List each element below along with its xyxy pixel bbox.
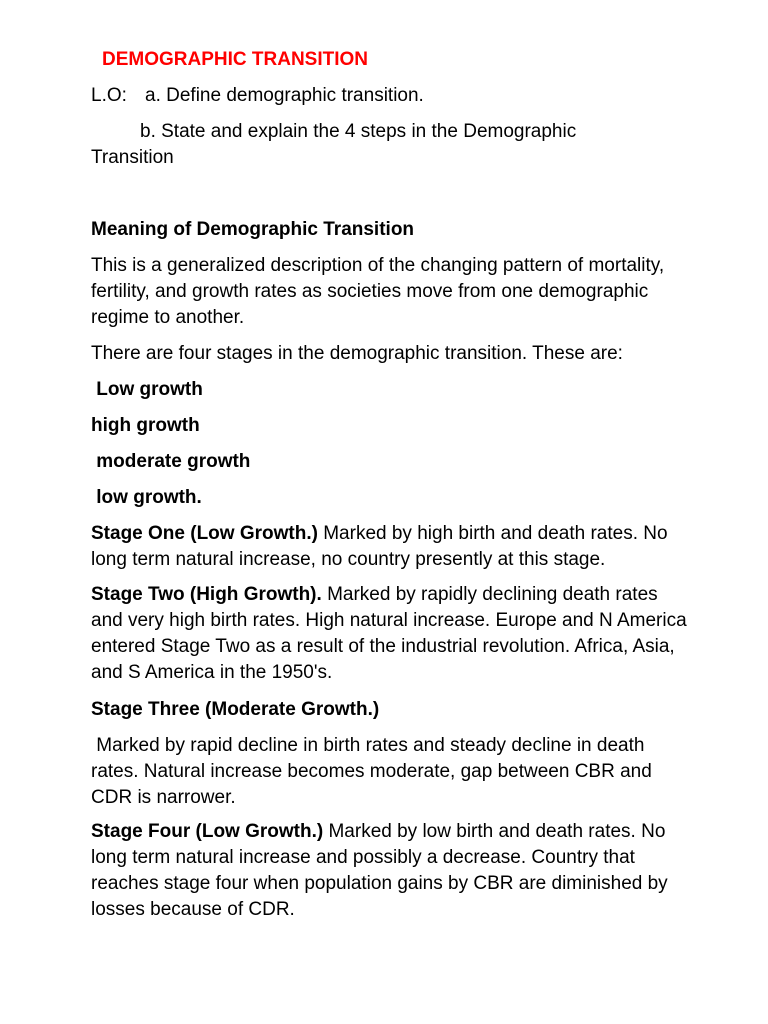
stage-three-text: Marked by rapid decline in birth rates and steady decline in death rates. Natural increase becomes moderate, gap between CBR and CDR is narrower. xyxy=(91,735,658,808)
stage-four-text: Marked by low birth and death rates. No long term natural increase and possibly a decrease. Country that reaches stage four when population gains by CBR are diminished by losses because of CDR. xyxy=(91,821,668,920)
stage-one-paragraph xyxy=(91,521,691,573)
stage-four-label: Stage Four (Low Growth.) xyxy=(91,821,324,842)
stage-three-label: Stage Three (Moderate Growth.) xyxy=(91,699,380,720)
lo-line-a xyxy=(91,83,691,109)
stage-one-text: Marked by high birth and death rates. No long term natural increase, no country presently at this stage. xyxy=(91,523,668,570)
document-title: DEMOGRAPHIC TRANSITION xyxy=(102,49,368,70)
lo-item-b-line2: Transition xyxy=(91,147,174,168)
lo-line-b xyxy=(91,119,691,171)
stages-intro: There are four stages in the demographic transition. These are: xyxy=(91,343,623,364)
stage-four-paragraph xyxy=(91,819,691,923)
meaning-heading: Meaning of Demographic Transition xyxy=(91,219,415,240)
stage-list-item: Low growth xyxy=(91,379,203,400)
stage-two-text: Marked by rapidly declining death rates and very high birth rates. High natural increase. Europe and N America entered Stage Two as a result of the industrial revolution. Africa, Asia, and S America in the 1950's. xyxy=(91,584,687,683)
stage-two-label: Stage Two (High Growth). xyxy=(91,584,322,605)
stage-list-item: moderate growth xyxy=(91,451,251,472)
stage-list-item: low growth. xyxy=(91,487,202,508)
stage-one-label: Stage One (Low Growth.) xyxy=(91,523,318,544)
lo-item-b-line1: b. State and explain the 4 steps in the Demographic xyxy=(140,121,577,142)
lo-prefix: L.O: xyxy=(91,85,127,106)
lo-item-a: a. Define demographic transition. xyxy=(145,85,424,106)
meaning-text: This is a generalized description of the changing pattern of mortality, fertility, and growth rates as societies move from one demographic regime to another. xyxy=(91,255,665,328)
stage-two-paragraph xyxy=(91,582,691,686)
stage-list-item: high growth xyxy=(91,415,200,436)
